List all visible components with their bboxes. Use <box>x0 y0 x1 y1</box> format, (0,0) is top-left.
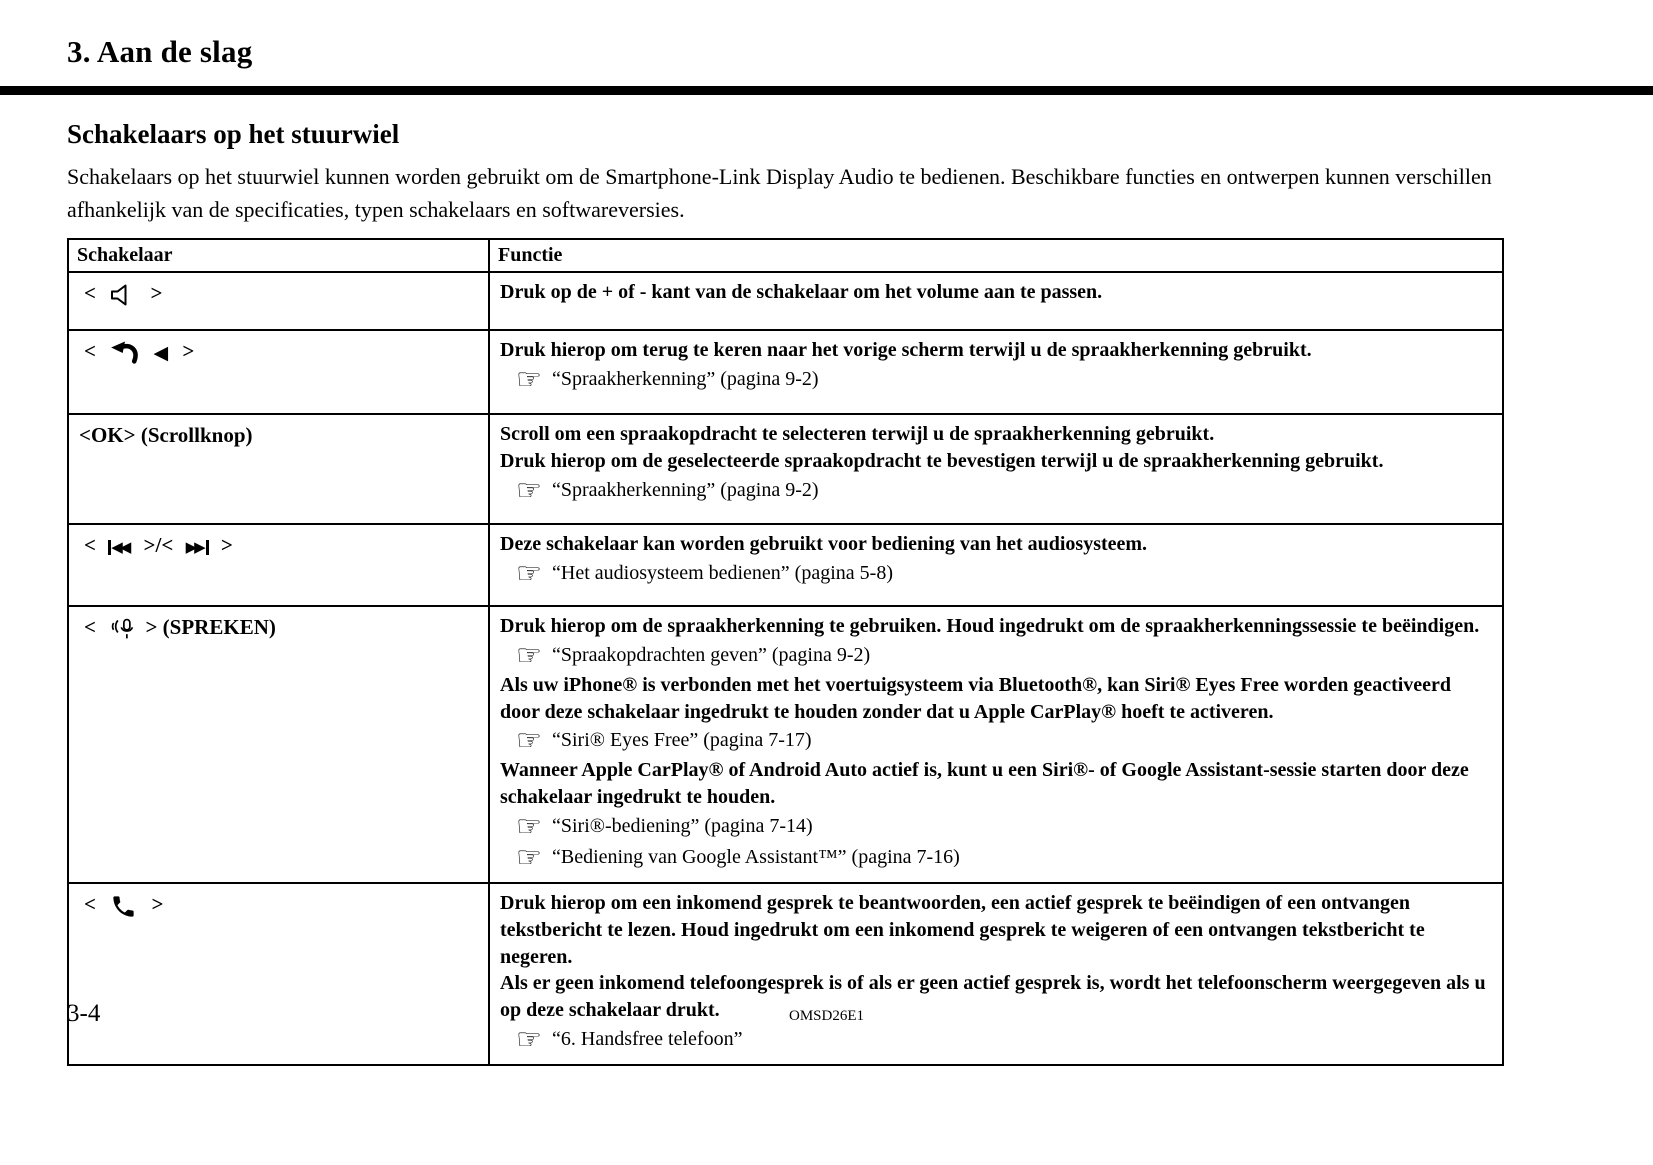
table-header-row <box>68 239 1503 272</box>
switch-function-table <box>67 238 1504 1066</box>
function-cell-volume <box>489 272 1503 330</box>
reference-line <box>500 361 1492 396</box>
page-footer <box>67 1000 1586 1050</box>
angle-separator: >/< <box>143 533 174 557</box>
forward-triangles: ▶▶ <box>185 538 203 557</box>
function-text: Druk hierop om terug te keren naar het vorige scherm terwijl u de spraakherkenning gebruikt. <box>500 339 1312 361</box>
intro-paragraph: Schakelaars op het stuurwiel kunnen worden gebruikt om de Smartphone-Link Display Audio te bedienen. Beschikbare functies en ontwerpen kunnen verschillen afhankelijk van de specificaties, typen schakelaars en softwareversies. <box>67 164 1492 222</box>
function-text: Druk hierop om de spraakherkenning te gebruiken. Houd ingedrukt om de spraakherkenningssessie te beëindigen. <box>500 615 1480 637</box>
reference-text: “Bediening van Google Assistant™” (pagina 7-16) <box>552 846 960 869</box>
pointing-hand-icon: ☞ <box>516 723 542 758</box>
previous-track-icon <box>108 538 131 556</box>
pointing-hand-icon: ☞ <box>516 808 542 843</box>
reference-text: “Siri®-bediening” (pagina 7-14) <box>552 815 813 838</box>
reference-line <box>500 637 1492 672</box>
angle-open: < <box>84 891 96 916</box>
function-cell-speak <box>489 606 1503 883</box>
function-cell-track <box>489 524 1503 606</box>
angle-close: > <box>151 891 164 916</box>
table-row-speak <box>68 606 1503 883</box>
reference-text: “Spraakherkenning” (pagina 9-2) <box>552 367 819 390</box>
section-title: Schakelaars op het stuurwiel <box>67 119 400 149</box>
function-text: Wanneer Apple CarPlay® of Android Auto actief is, kunt u een Siri®- of Google Assistant-sessie starten door deze schakelaar ingedrukt te houden. <box>500 759 1469 809</box>
back-arrow-icon <box>110 341 140 365</box>
pointing-hand-icon: ☞ <box>516 472 542 507</box>
angle-open: < <box>84 533 96 557</box>
chapter-title: 3. Aan de slag <box>67 34 253 69</box>
function-text: Druk hierop om een inkomend gesprek te beantwoorden, een actief gesprek te beëindigen of een ontvangen tekstbericht te lezen. Houd ingedrukt om een inkomend gesprek te weigeren of een ontvangen tekstbericht te negeren. <box>500 891 1425 968</box>
reference-line <box>500 723 1492 758</box>
function-text: Druk hierop om de geselecteerde spraakopdracht te bevestigen terwijl u de spraakherkenning gebruikt. <box>500 449 1384 472</box>
next-track-icon <box>186 538 209 556</box>
speak-icon <box>110 617 136 641</box>
pointing-hand-icon: ☞ <box>516 555 542 590</box>
pointing-hand-icon: ☞ <box>516 839 542 874</box>
rewind-triangles: ◀◀ <box>111 538 129 557</box>
function-cell-ok <box>489 414 1503 524</box>
switch-cell-volume <box>68 272 489 330</box>
reference-line <box>500 808 1492 843</box>
pointing-hand-icon: ☞ <box>516 1021 542 1056</box>
speak-switch-label: > (SPREKEN) <box>145 615 276 639</box>
footer-page-number: 3-4 <box>67 1000 101 1027</box>
switch-cell-track <box>68 524 489 606</box>
phone-icon <box>110 893 137 920</box>
reference-line <box>500 839 1492 874</box>
function-text: Scroll om een spraakopdracht te selecteren terwijl u de spraakherkenning gebruikt. <box>500 423 1215 445</box>
pointing-hand-icon: ☞ <box>516 361 542 396</box>
angle-open: < <box>84 339 96 363</box>
left-triangle-icon: ◀ <box>153 342 169 365</box>
angle-close: > <box>220 533 233 557</box>
reference-text: “Spraakopdrachten geven” (pagina 9-2) <box>552 643 871 666</box>
function-text: Als uw iPhone® is verbonden met het voertuigsysteem via Bluetooth®, kan Siri® Eyes Free worden geactiveerd door deze schakelaar ingedrukt te houden zonder dat u Apple CarPlay® hoeft te activeren. <box>500 673 1452 723</box>
function-cell-back <box>489 330 1503 414</box>
ok-switch-label: <OK> (Scrollknop) <box>79 423 253 447</box>
table-row-volume <box>68 272 1503 330</box>
reference-text: “Spraakherkenning” (pagina 9-2) <box>552 478 819 501</box>
table-row-back <box>68 330 1503 414</box>
table-row-ok <box>68 414 1503 524</box>
column-header-functie: Functie <box>489 239 1503 272</box>
reference-line <box>500 555 1492 590</box>
header-divider <box>0 86 1653 95</box>
switch-cell-back <box>68 330 489 414</box>
switch-cell-speak <box>68 606 489 883</box>
pointing-hand-icon: ☞ <box>516 637 542 672</box>
reference-line <box>500 472 1492 507</box>
volume-icon <box>110 284 136 306</box>
function-text: Als er geen inkomend telefoongesprek is of als er geen actief gesprek is, wordt het telefoonscherm weergegeven als u op deze schakelaar drukt. <box>500 972 1486 1022</box>
angle-open: < <box>84 615 96 639</box>
track-bar <box>206 540 209 555</box>
angle-close: > <box>150 281 163 305</box>
function-text: Druk op de + of - kant van de schakelaar om het volume aan te passen. <box>500 281 1103 303</box>
switch-cell-ok <box>68 414 489 524</box>
column-header-schakelaar: Schakelaar <box>68 239 489 272</box>
footer-doc-code: OMSD26E1 <box>788 1008 865 1024</box>
function-text: Deze schakelaar kan worden gebruikt voor bediening van het audiosysteem. <box>500 533 1148 555</box>
reference-text: “Het audiosysteem bedienen” (pagina 5-8) <box>552 561 893 584</box>
angle-close: > <box>182 339 195 363</box>
table-row-track <box>68 524 1503 606</box>
angle-open: < <box>84 281 96 305</box>
reference-text: “6. Handsfree telefoon” <box>552 1028 743 1051</box>
reference-text: “Siri® Eyes Free” (pagina 7-17) <box>552 729 812 752</box>
